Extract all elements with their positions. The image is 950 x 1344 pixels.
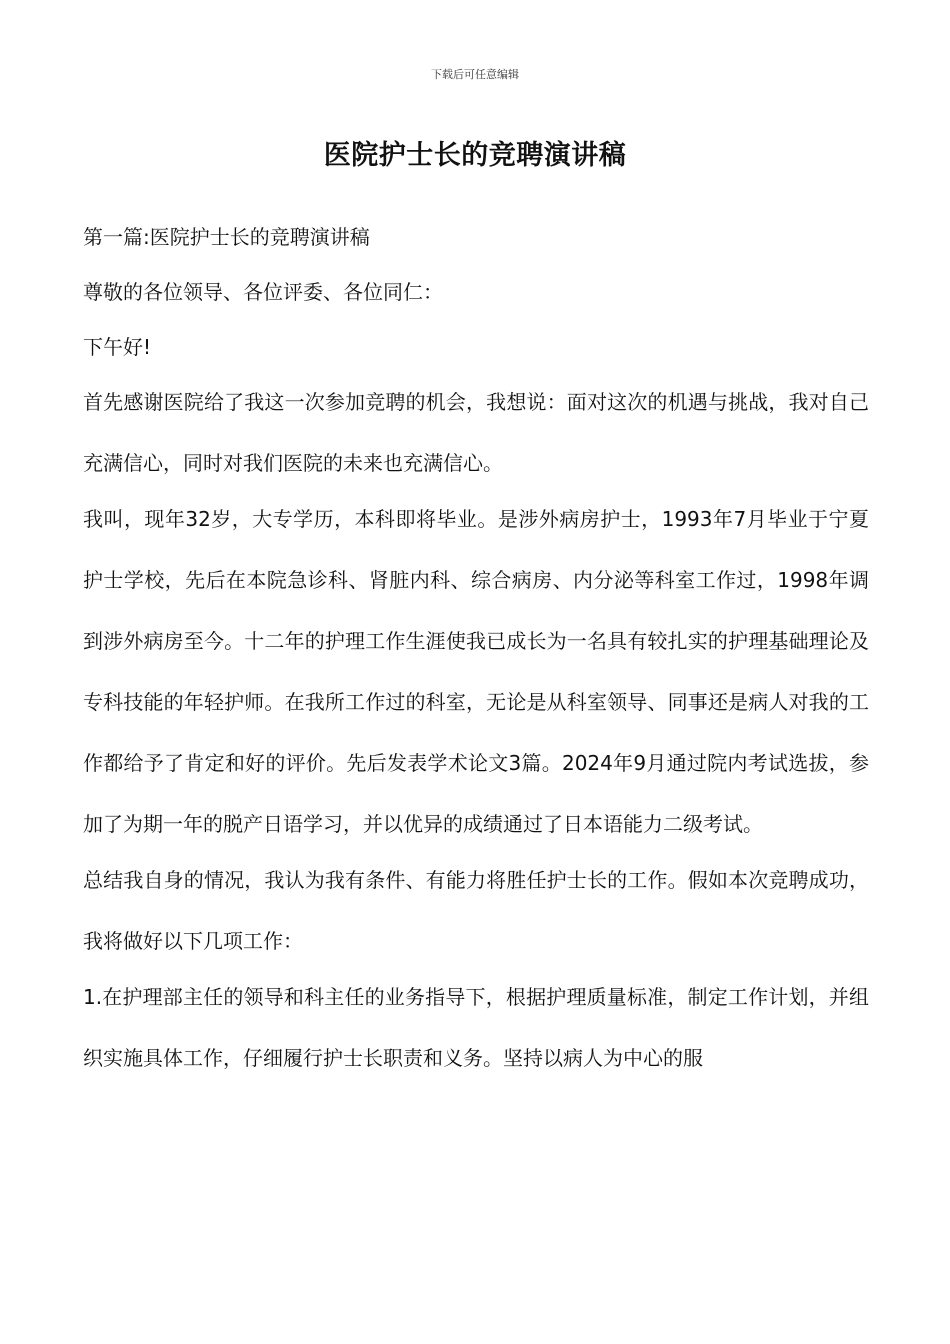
salutation: 尊敬的各位领导、各位评委、各位同仁：: [83, 280, 443, 304]
document-title: 医院护士长的竞聘演讲稿: [323, 140, 627, 171]
paragraph-item-1: 1.在护理部主任的领导和科主任的业务指导下，根据护理质量标准，制定工作计划，并组织实施具体工作，仔细履行护士长职责和义务。坚持以病人为中心的服: [83, 985, 869, 1070]
header-note: 下载后可任意编辑: [431, 68, 519, 81]
document-body: [83, 218, 869, 1095]
paragraph-background: 我叫，现年32岁，大专学历，本科即将毕业。是涉外病房护士，1993年7月毕业于宁夏护士学校，先后在本院急诊科、肾脏内科、综合病房、内分泌等科室工作过，1998年调到涉外病房至今。十二年的护理工作生涯使我已成长为一名具有较扎实的护理基础理论及专科技能的年轻护师。在我所工作过的科室，无论是从科室领导、同事还是病人对我的工作都给予了肯定和好的评价。先后发表学术论文3篇。2024年9月通过院内考试选拔，参加了为期一年的脱产日语学习，并以优异的成绩通过了日本语能力二级考试。: [83, 507, 869, 836]
paragraph-summary: 总结我自身的情况，我认为我有条件、有能力将胜任护士长的工作。假如本次竞聘成功，我将做好以下几项工作：: [83, 868, 869, 953]
greeting: 下午好!: [83, 335, 152, 359]
paragraph-intro: 首先感谢医院给了我这一次参加竞聘的机会，我想说：面对这次的机遇与挑战，我对自己充满信心，同时对我们医院的未来也充满信心。: [83, 390, 869, 475]
section-heading: 第一篇:医院护士长的竞聘演讲稿: [83, 225, 370, 249]
